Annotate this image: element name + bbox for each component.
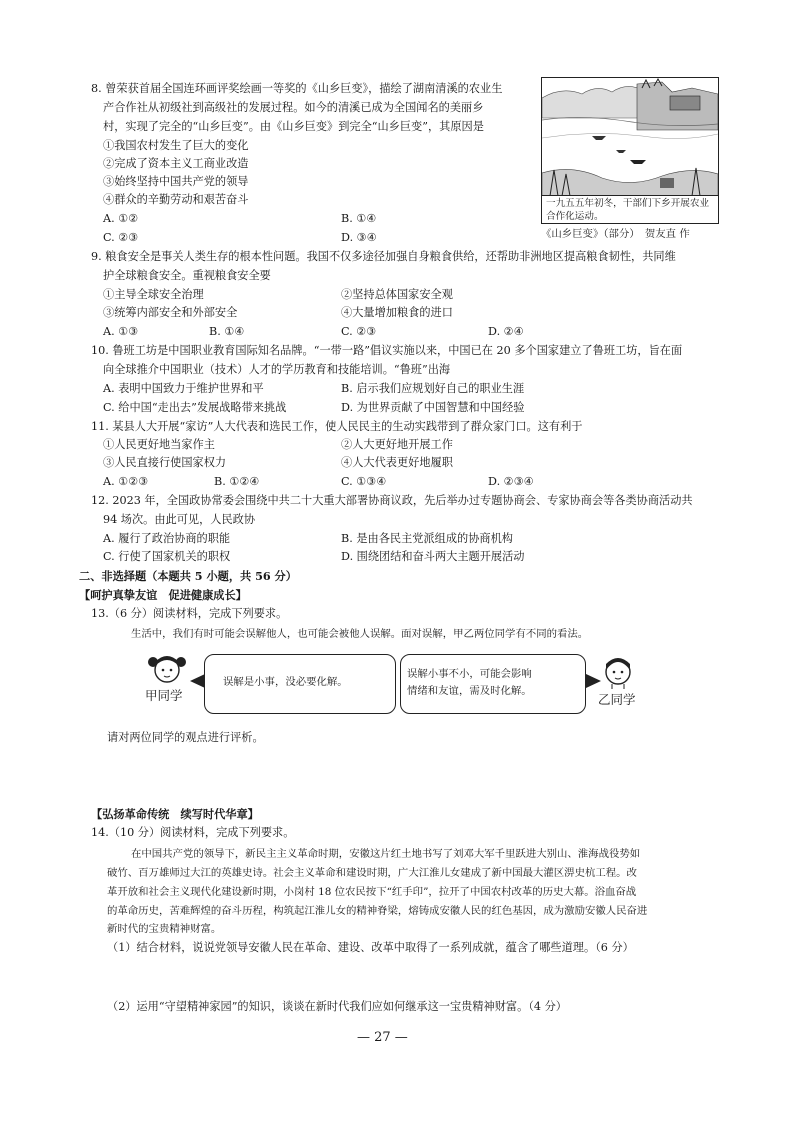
q9-item-4: ④大量增加粮食的进口 <box>341 306 453 319</box>
q10-option-b: B. 启示我们应规划好自己的职业生涯 <box>341 382 525 395</box>
q10-stem-line2: 向全球推介中国职业（技术）人才的学历教育和技能培训。“鲁班”出海 <box>103 363 451 376</box>
bubble-b-text-2: 情绪和友谊，需及时化解。 <box>407 685 532 697</box>
q9-item-3: ③统筹内部安全和外部安全 <box>103 306 238 319</box>
q8-option-b: B. ①④ <box>341 212 377 225</box>
student-b-label: 乙同学 <box>598 692 636 707</box>
q9-option-a: A. ①③ <box>103 325 139 338</box>
bubble-a-text: 误解是小事，没必要化解。 <box>223 676 348 688</box>
q11-item-1: ①人民更好地当家作主 <box>103 438 215 451</box>
q13-stem: 13.（6 分）阅读材料，完成下列要求。 <box>91 607 288 620</box>
q8-item-1: ①我国农村发生了巨大的变化 <box>103 139 249 152</box>
q8-stem-line3: 村，实现了完全的“山乡巨变”。由《山乡巨变》到完全“山乡巨变”，其原因是 <box>103 120 484 133</box>
q9-item-2: ②坚持总体国家安全观 <box>341 288 453 301</box>
q14-material-line4: 的革命历史，苦难辉煌的奋斗历程，构筑起江淮儿女的精神脊梁，熔铸成安徽人民的红色基因，成为激励安徽人民奋进 <box>107 905 648 917</box>
bubble-b-tail <box>586 674 601 688</box>
q11-option-c: C. ①③④ <box>341 475 387 488</box>
q13-task: 请对两位同学的观点进行评析。 <box>107 731 264 744</box>
q10-option-c: C. 给中国“走出去”发展战略带来挑战 <box>103 401 287 414</box>
landscape-drawing <box>542 78 718 196</box>
q10-option-d: D. 为世界贡献了中国智慧和中国经验 <box>341 401 525 414</box>
q9-option-d: D. ②④ <box>488 325 524 338</box>
q9-option-c: C. ②③ <box>341 325 377 338</box>
q8-item-3: ③始终坚持中国共产党的领导 <box>103 175 249 188</box>
student-b-icon <box>600 650 636 690</box>
q8-stem-line2: 产合作社从初级社到高级社的发展过程。如今的清溪已成为全国闻名的美丽乡 <box>103 101 484 114</box>
q11-option-d: D. ②③④ <box>488 475 534 488</box>
q11-item-4: ④人大代表更好地履职 <box>341 456 453 469</box>
q14-subquestion-2: （2）运用“守望精神家园”的知识，谈谈在新时代我们应如何继承这一宝贵精神财富。（4 分） <box>107 1000 567 1013</box>
speech-bubble-b <box>400 654 586 714</box>
q8-item-4: ④群众的辛勤劳动和艰苦奋斗 <box>103 193 249 206</box>
q14-material-line3: 革开放和社会主义现代化建设新时期，小岗村 18 位农民按下“红手印”，拉开了中国农村改革的历史大幕。浴血奋战 <box>107 886 637 898</box>
q9-stem-line2: 护全球粮食安全。重视粮食安全要 <box>103 269 271 282</box>
q14-subquestion-1: （1）结合材料，说说党领导安徽人民在革命、建设、改革中取得了一系列成就，蕴含了哪些道理。（6 分） <box>107 941 634 954</box>
q10-stem-line1: 10. 鲁班工坊是中国职业教育国际知名品牌。“一带一路”倡议实施以来，中国已在 20 多个国家建立了鲁班工坊，旨在面 <box>91 344 683 357</box>
q12-option-b: B. 是由各民主党派组成的协商机构 <box>341 532 513 545</box>
q13-material: 生活中，我们有时可能会误解他人，也可能会被他人误解。面对误解，甲乙两位同学有不同的看法。 <box>131 628 589 640</box>
q11-item-3: ③人民直接行使国家权力 <box>103 456 227 469</box>
q8-option-c: C. ②③ <box>103 231 139 244</box>
q14-stem: 14.（10 分）阅读材料，完成下列要求。 <box>91 826 295 839</box>
q14-material-line1: 在中国共产党的领导下，新民主主义革命时期，安徽这片红土地书写了刘邓大军千里跃进大别山、淮海战役势如 <box>131 848 641 860</box>
speech-bubble-a <box>204 654 396 714</box>
q12-option-c: C. 行使了国家机关的职权 <box>103 550 231 563</box>
q12-stem-line1: 12. 2023 年，全国政协常委会围绕中共二十大重大部署协商议政，先后举办过专题协商会、专家协商会等各类协商活动共 <box>91 494 693 507</box>
q14-material-line2: 破竹、百万雄师过大江的英雄史诗。社会主义革命和建设时期，广大江淮儿女建成了新中国最大灌区淠史杭工程。改 <box>107 867 637 879</box>
bubble-b-text-1: 误解小事不小，可能会影响 <box>407 668 532 680</box>
q8-illustration <box>541 77 719 224</box>
q14-material-line5: 新时代的宝贵精神财富。 <box>107 923 222 935</box>
figure-caption: 一九五五年初冬，干部们下乡开展农业合作化运动。 <box>542 195 718 223</box>
figure-source: 《山乡巨变》（部分） 贺友直 作 <box>541 228 690 240</box>
section-heading: 二、非选择题（本题共 5 小题，共 56 分） <box>79 569 297 583</box>
bubble-a-tail <box>190 674 205 688</box>
q12-option-d: D. 围绕团结和奋斗两大主题开展活动 <box>341 550 525 563</box>
q11-option-b: B. ①②④ <box>214 475 260 488</box>
q9-option-b: B. ①④ <box>209 325 245 338</box>
q11-stem: 11. 某县人大开展“家访”人大代表和选民工作，使人民民主的生动实践带到了群众家门口。这有利于 <box>91 420 583 433</box>
student-a-label: 甲同学 <box>145 688 183 703</box>
theme-heading-2: 【弘扬革命传统 续写时代华章】 <box>91 807 259 821</box>
q9-stem-line1: 9. 粮食安全是事关人类生存的根本性问题。我国不仅多途径加强自身粮食供给，还帮助非洲地区提高粮食韧性，共同维 <box>91 250 676 263</box>
q8-stem-line1: 8. 曾荣获首届全国连环画评奖绘画一等奖的《山乡巨变》，描绘了湖南清溪的农业生 <box>91 82 503 95</box>
q9-item-1: ①主导全球安全治理 <box>103 288 204 301</box>
q11-item-2: ②人大更好地开展工作 <box>341 438 453 451</box>
theme-heading-1: 【呵护真挚友谊 促进健康成长】 <box>79 588 247 602</box>
q11-option-a: A. ①②③ <box>103 475 149 488</box>
page-number: — 27 — <box>357 1030 408 1045</box>
q12-stem-line2: 94 场次。由此可见，人民政协 <box>103 513 256 526</box>
q8-item-2: ②完成了资本主义工商业改造 <box>103 157 249 170</box>
q10-option-a: A. 表明中国致力于维护世界和平 <box>103 382 264 395</box>
student-a-icon <box>147 648 187 688</box>
q12-option-a: A. 履行了政治协商的职能 <box>103 532 231 545</box>
q8-option-a: A. ①② <box>103 212 139 225</box>
q8-option-d: D. ③④ <box>341 231 377 244</box>
